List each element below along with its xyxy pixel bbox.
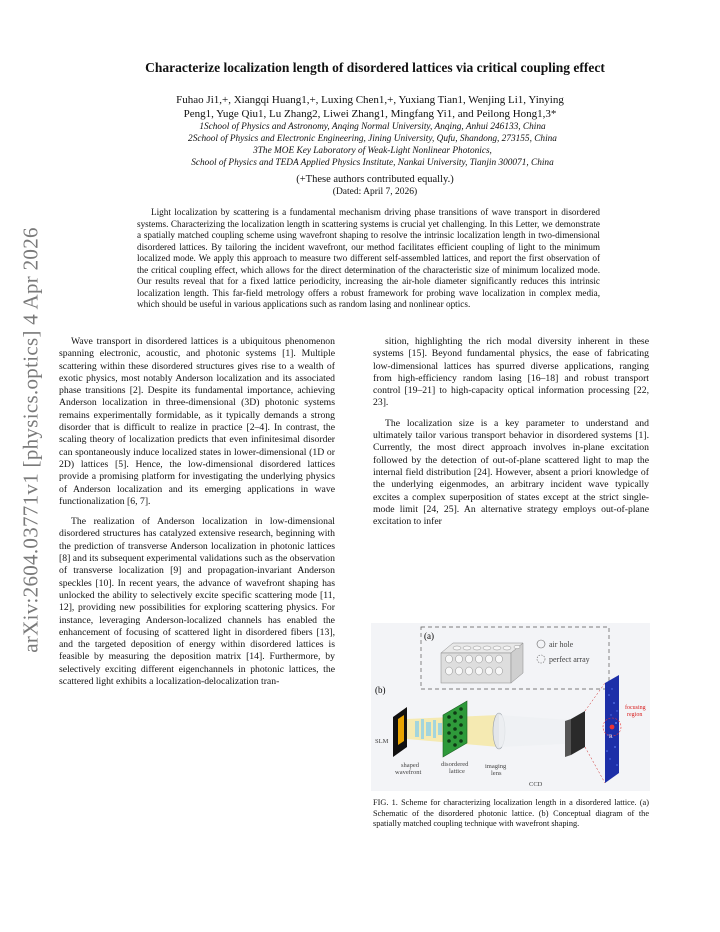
panel-b-label: (b) bbox=[375, 685, 386, 695]
abstract: Light localization by scattering is a fundamental mechanism driving phase transitions of wave transport in disordered systems. Characterizing the localization length in scattering systems is crucial yet challenging. In this Letter, we demonstrate a spatially matched coupling scheme using wavefront shaping to resolve the intrinsic localization length in two-dimensional disordered lattices. By tailoring the incident wavefront, our method facilitates efficient coupling of light to the minimum localized mode. We apply this approach to measure two different self-assembled lattices, and report the first observation of the critical coupling effect, which allows for the direct determination of the characteristic size of minimum localized mode. Our results reveal that for a fixed lattice periodicity, increasing the air-hole diameter significantly reduces this intrinsic localization length. This far-field metrology offers a robust framework for probing wave localization in complex media, which should be useful in various applications such as random lasing and nonlinear optics. bbox=[137, 207, 600, 309]
affiliation-2: 2School of Physics and Electronic Engineering, Jining University, Qufu, Shandong, 273155, China bbox=[188, 134, 557, 144]
body-column-right bbox=[373, 336, 649, 536]
figure-caption: FIG. 1. Scheme for characterizing localization length in a disordered lattice. (a) Schematic of the disordered photonic lattice. (b) Conceptual diagram of the spatially matched coupling technique with wavefront shaping. bbox=[373, 798, 649, 828]
projection-line bbox=[585, 683, 605, 711]
affiliations bbox=[85, 121, 660, 169]
paragraph: The realization of Anderson localization in low-dimensional disordered structures has catalyzed extensive research, beginning with the prediction of transverse Anderson localization in photonic lattices [8] and its subsequent experimental validations such as the observation of transverse localization [9] and propagation-invariant Anderson speckles [10]. In recent years, the advance of wavefront shaping has unlocked the ability to selectively excite specific scattering mode [11, 12], providing new possibilities for exploring scattering physics. For instance, leveraging Anderson-localized channels has enabled the enhancement of focusing of scattered light in disordered fibers [13], and the targeted deposition of energy within disordered lattices is feasible by measuring the deposition matrix [14]. Furthermore, by selectively exciting different eigenchannels in photonic lattices, the scattered light exhibits a localization-delocalization tran- bbox=[59, 516, 335, 688]
air-hole-legend-icon bbox=[537, 640, 545, 648]
perfect-array-legend-icon bbox=[537, 655, 545, 663]
ccd-screen-image bbox=[603, 675, 621, 783]
author-list bbox=[95, 93, 645, 121]
imaging-lens-label: imaging lens bbox=[485, 763, 507, 777]
projection-line bbox=[585, 747, 605, 783]
panel-a-label: (a) bbox=[424, 631, 434, 641]
arxiv-id-text: arXiv:2604.03771v1 [physics.optics] 4 Apr 2026 bbox=[18, 227, 43, 653]
slm-device bbox=[393, 707, 407, 757]
paragraph: sition, highlighting the rich modal diversity inherent in these systems [15]. Beyond fundamental physics, the ease of fabricating low-dimensional lattices has spurred diverse applications, ranging from high-efficiency random lasing [16–18] and robust transport control [19–21] to high-capacity optical information processing [22, 23]. bbox=[373, 336, 649, 409]
photonic-lattice-block bbox=[441, 643, 523, 683]
air-hole-legend-label: air hole bbox=[549, 640, 574, 649]
figure-1-illustration bbox=[371, 623, 650, 791]
focusing-region-label: focusing region bbox=[625, 705, 646, 718]
affiliation-3: 3The MOE Key Laboratory of Weak-Light Nonlinear Photonics, bbox=[253, 146, 492, 156]
affiliation-1: 1School of Physics and Astronomy, Anqing Normal University, Anqing, Anhui 246133, China bbox=[199, 122, 546, 132]
slm-label: SLM bbox=[375, 738, 389, 745]
radius-label: R bbox=[609, 734, 613, 740]
paragraph: The localization size is a key parameter to understand and ultimately tailor various transport behavior in disordered systems [1]. Currently, the most direct approach involves in-plane excitation followed by the detection of out-of-plane scattered light to map the internal field distribution [24]. However, absent a priori knowledge of the underlying eigenmodes, an arbitrary incident wave typically excites a complex superposition of states except at the strict single-mode limit [24, 25]. An alternative strategy employs out-of-plane excitation to infer bbox=[373, 417, 649, 528]
paper-title: Characterize localization length of disordered lattices via critical coupling effect bbox=[145, 60, 605, 75]
disordered-lattice-device bbox=[443, 701, 467, 757]
ccd-label: CCD bbox=[529, 781, 543, 788]
date-line: (Dated: April 7, 2026) bbox=[332, 187, 418, 197]
perfect-array-legend-label: perfect array bbox=[549, 655, 590, 664]
shaped-wavefront-label: shaped wavefront bbox=[395, 762, 422, 776]
affiliation-4: School of Physics and TEDA Applied Physics Institute, Nankai University, Tianjin 300071, China bbox=[191, 158, 554, 168]
authors-line-2: Peng1, Yuge Qiu1, Lu Zhang2, Liwei Zhang1, Mingfang Yi1, and Peilong Hong1,3* bbox=[183, 108, 557, 120]
paragraph: Wave transport in disordered lattices is a ubiquitous phenomenon spanning electronic, acoustic, and photonic systems [1]. Multiple scattering within these disordered structures gives rise to a wealth of exotic physics, most notably Anderson localization and its associated phase transitions [2]. Despite its fundamental importance, achieving Anderson localization in three-dimensional (3D) photonic systems remains experimentally formidable, as it typically demands a strong disorder that is difficult to realize in practice [2–4]. In contrast, the scaling theory of localization predicts that even infinitesimal disorder can spontaneously induce localized states in lower-dimensional (1D or 2D) lattices [5]. Hence, the low-dimensional disordered lattices provide a promising platform for investigating the underlying physics of Anderson localization and its emerging applications in wave functionalization [6, 7]. bbox=[59, 336, 335, 507]
contribution-note: (+These authors contributed equally.) bbox=[296, 174, 454, 185]
arxiv-identifier bbox=[14, 200, 48, 680]
ccd-camera bbox=[565, 711, 585, 757]
body-column-left bbox=[59, 336, 335, 696]
disordered-lattice-label: disordered lattice bbox=[441, 761, 469, 775]
authors-line-1: Fuhao Ji1,+, Xiangqi Huang1,+, Luxing Chen1,+, Yuxiang Tian1, Wenjing Li1, Yinying bbox=[176, 94, 564, 106]
figure-1 bbox=[371, 623, 650, 791]
